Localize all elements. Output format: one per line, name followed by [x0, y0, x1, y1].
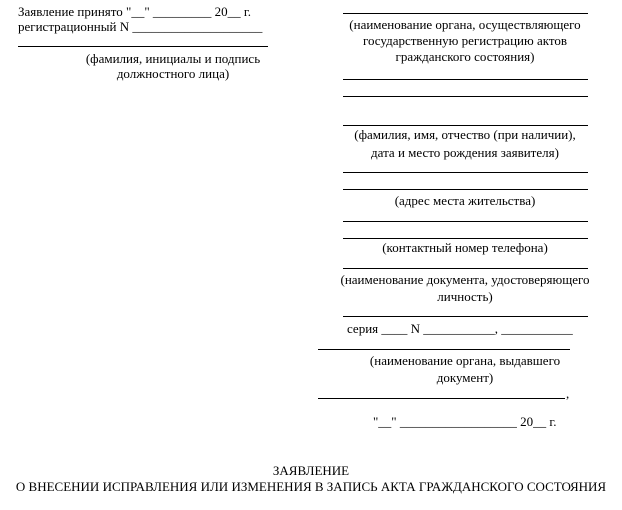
series-number-line: серия ____ N ___________, ___________ — [347, 321, 573, 336]
official-signature-line[interactable] — [18, 46, 268, 47]
phone-caption: (контактный номер телефона) — [382, 240, 548, 255]
authority-line[interactable] — [343, 13, 588, 14]
phone-line-2[interactable] — [343, 238, 588, 239]
authority-caption-1: (наименование органа, осуществляющего — [349, 17, 581, 32]
authority-caption-2: государственную регистрацию актов — [362, 33, 568, 48]
issuer-comma: , — [566, 386, 570, 401]
document-title: ЗАЯВЛЕНИЕ — [272, 463, 350, 478]
registration-number-line: регистрационный N ____________________ — [18, 19, 263, 34]
issuer-caption-2: документ) — [436, 370, 494, 385]
application-date-line: "__" __________________ 20__ г. — [373, 414, 557, 429]
phone-line-1[interactable] — [343, 221, 588, 222]
address-caption: (адрес места жительства) — [394, 193, 536, 208]
address-line-2[interactable] — [343, 189, 588, 190]
official-caption-2: должностного лица) — [116, 66, 230, 81]
accepted-line: Заявление принято "__" _________ 20__ г. — [18, 4, 252, 19]
authority-caption-3: гражданского состояния) — [395, 49, 535, 64]
document-caption-2: личность) — [437, 289, 493, 304]
applicant-caption-1: (фамилия, имя, отчество (при наличии), — [354, 127, 576, 142]
issuer-line-1[interactable] — [318, 349, 570, 350]
issuer-line-2[interactable] — [318, 398, 565, 399]
document-line[interactable] — [343, 268, 588, 269]
document-subtitle: О ВНЕСЕНИИ ИСПРАВЛЕНИЯ ИЛИ ИЗМЕНЕНИЯ В ЗАПИСЬ АКТА ГРАЖДАНСКОГО СОСТОЯНИЯ — [15, 479, 607, 494]
issuer-caption-1: (наименование органа, выдавшего — [369, 353, 561, 368]
applicant-line-2[interactable] — [343, 96, 588, 97]
document-line-2[interactable] — [343, 316, 588, 317]
applicant-caption-2: дата и место рождения заявителя) — [371, 145, 559, 160]
address-line-1[interactable] — [343, 172, 588, 173]
official-caption-1: (фамилия, инициалы и подпись — [85, 51, 261, 66]
applicant-line-3[interactable] — [343, 125, 588, 126]
document-caption-1: (наименование документа, удостоверяющего — [340, 272, 590, 287]
applicant-line-1[interactable] — [343, 79, 588, 80]
